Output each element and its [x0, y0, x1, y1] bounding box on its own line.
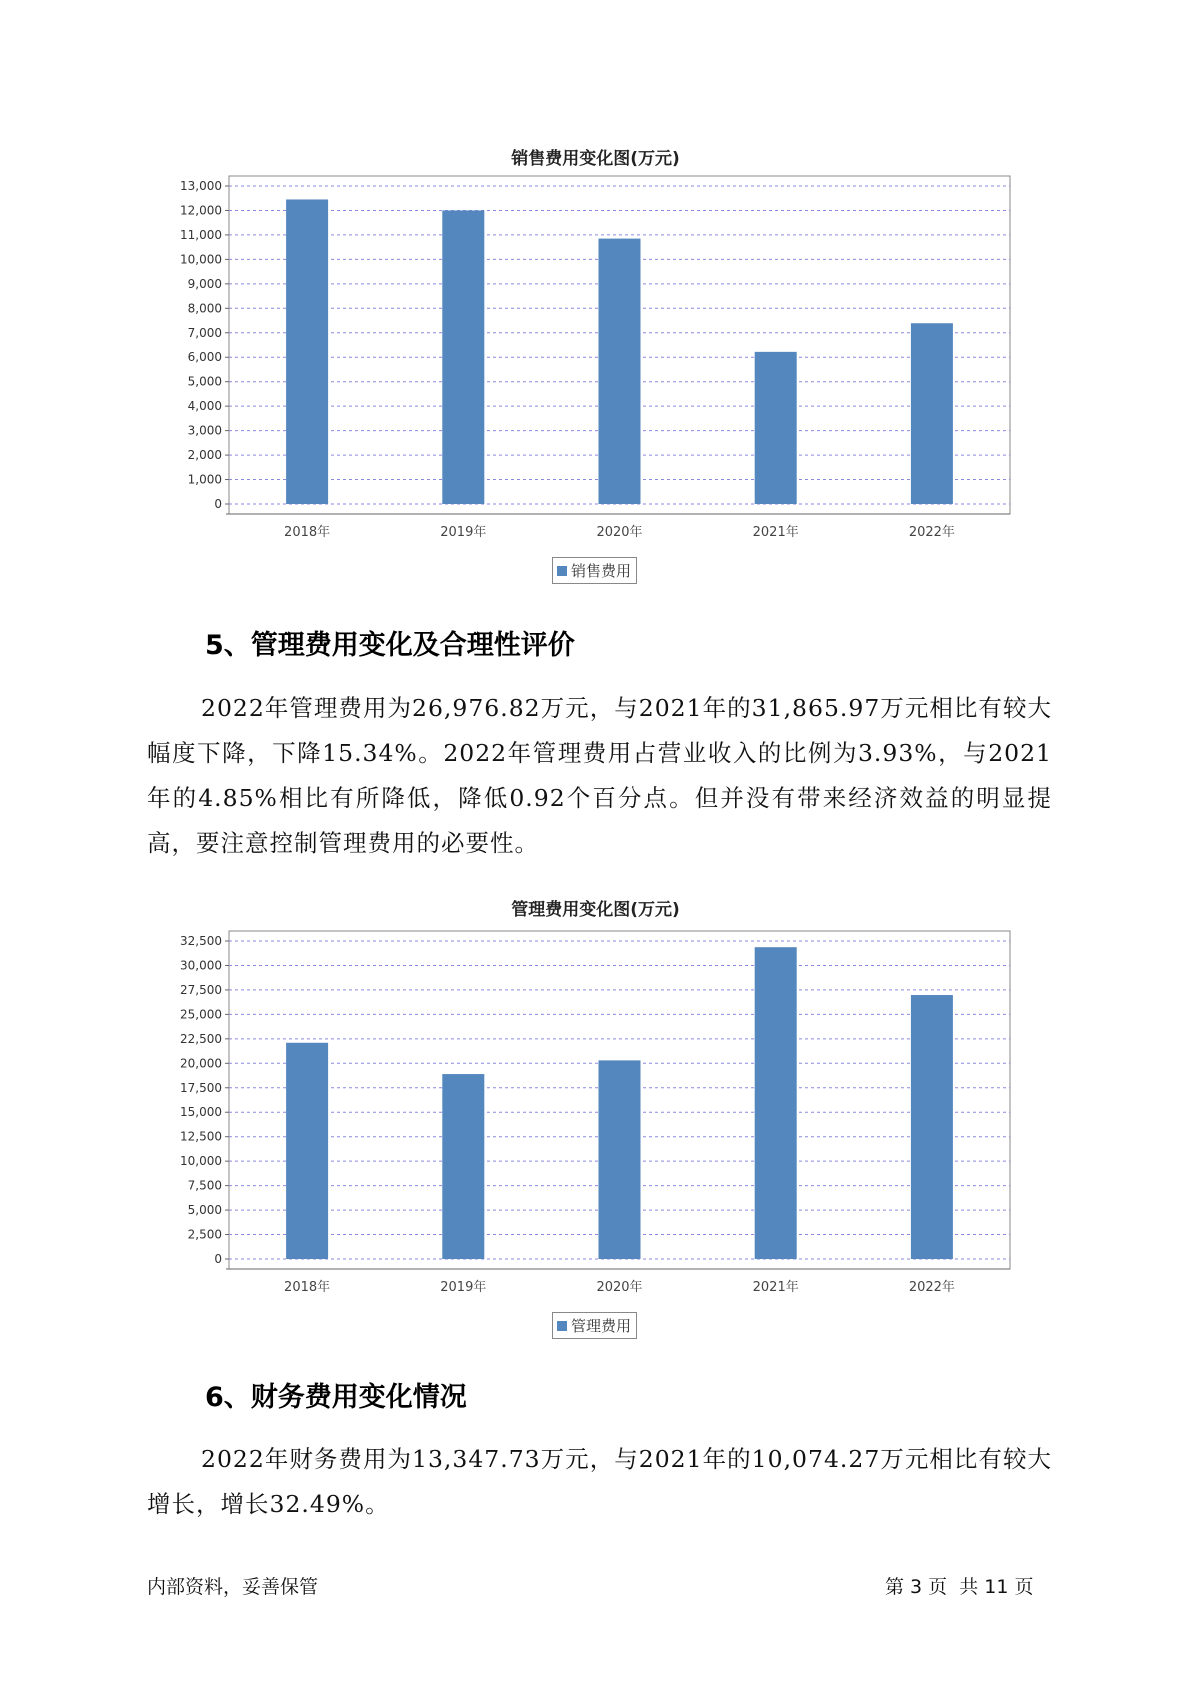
footer-page-number: 第 3 页 共 11 页	[885, 1576, 1034, 1598]
bar	[911, 323, 953, 504]
y-tick-label: 15,000	[180, 1105, 222, 1120]
sales-expense-chart	[0, 170, 1191, 550]
y-tick-label: 6,000	[187, 350, 222, 365]
bar	[755, 947, 797, 1259]
y-tick-label: 22,500	[180, 1031, 222, 1046]
x-tick-label: 2018年	[284, 1280, 331, 1295]
x-tick-label: 2021年	[752, 1280, 799, 1295]
y-tick-label: 2,000	[187, 448, 222, 463]
x-tick-label: 2022年	[908, 525, 955, 540]
y-tick-label: 25,000	[180, 1007, 222, 1022]
x-tick-label: 2021年	[752, 525, 799, 540]
y-tick-label: 9,000	[187, 276, 222, 291]
admin-chart-title: 管理费用变化图(万元)	[511, 900, 680, 920]
admin-expense-chart	[0, 925, 1191, 1305]
legend-label: 销售费用	[571, 562, 632, 580]
y-tick-label: 32,500	[180, 934, 222, 948]
x-tick-label: 2020年	[596, 525, 643, 540]
y-tick-label: 7,000	[187, 325, 222, 340]
x-tick-label: 2018年	[284, 525, 331, 540]
y-tick-label: 27,500	[180, 982, 222, 997]
y-tick-label: 30,000	[180, 958, 222, 973]
y-tick-label: 10,000	[180, 1154, 222, 1169]
legend-swatch	[557, 1321, 567, 1331]
x-tick-label: 2019年	[440, 1280, 487, 1295]
bar	[286, 199, 328, 504]
y-tick-label: 2,500	[187, 1227, 222, 1242]
y-tick-label: 13,000	[180, 179, 222, 193]
legend-swatch	[557, 566, 567, 576]
section-heading-6: 6、财务费用变化情况	[205, 1382, 467, 1413]
section-heading-5: 5、管理费用变化及合理性评价	[205, 630, 575, 661]
footer-confidential-note: 内部资料，妥善保管	[147, 1576, 319, 1598]
x-tick-label: 2020年	[596, 1280, 643, 1295]
bar	[286, 1043, 328, 1259]
finance-expense-paragraph: 2022年财务费用为13,347.73万元，与2021年的10,074.27万元相比有较大增长，增长32.49%。	[147, 1445, 1052, 1518]
legend-label: 管理费用	[571, 1317, 632, 1335]
y-tick-label: 12,000	[180, 203, 222, 218]
sales-chart-title: 销售费用变化图(万元)	[511, 149, 680, 169]
sales-chart-legend	[552, 557, 637, 584]
y-tick-label: 5,000	[187, 374, 222, 389]
bar	[442, 210, 484, 504]
bar	[442, 1074, 484, 1259]
y-tick-label: 11,000	[180, 227, 222, 242]
bar	[599, 239, 641, 504]
admin-expense-paragraph: 2022年管理费用为26,976.82万元，与2021年的31,865.97万元相比有较大幅度下降，下降15.34%。2022年管理费用占营业收入的比例为3.93%，与2021年的4.85%相比有所降低，降低0.92个百分点。但并没有带来经济效益的明显提高，要注意控制管理费用的必要性。	[147, 694, 1052, 857]
x-tick-label: 2022年	[908, 1280, 955, 1295]
y-tick-label: 10,000	[180, 252, 222, 267]
y-tick-label: 20,000	[180, 1056, 222, 1071]
y-tick-label: 0	[214, 1252, 222, 1266]
bar	[599, 1060, 641, 1259]
y-tick-label: 12,500	[180, 1129, 222, 1144]
bar	[755, 352, 797, 504]
admin-chart-legend	[552, 1312, 637, 1339]
x-tick-label: 2019年	[440, 525, 487, 540]
bar	[911, 995, 953, 1259]
y-tick-label: 4,000	[187, 399, 222, 414]
y-tick-label: 3,000	[187, 423, 222, 438]
y-tick-label: 17,500	[180, 1080, 222, 1095]
y-tick-label: 8,000	[187, 301, 222, 316]
y-tick-label: 1,000	[187, 472, 222, 487]
y-tick-label: 7,500	[187, 1178, 222, 1193]
y-tick-label: 0	[214, 497, 222, 511]
y-tick-label: 5,000	[187, 1203, 222, 1218]
